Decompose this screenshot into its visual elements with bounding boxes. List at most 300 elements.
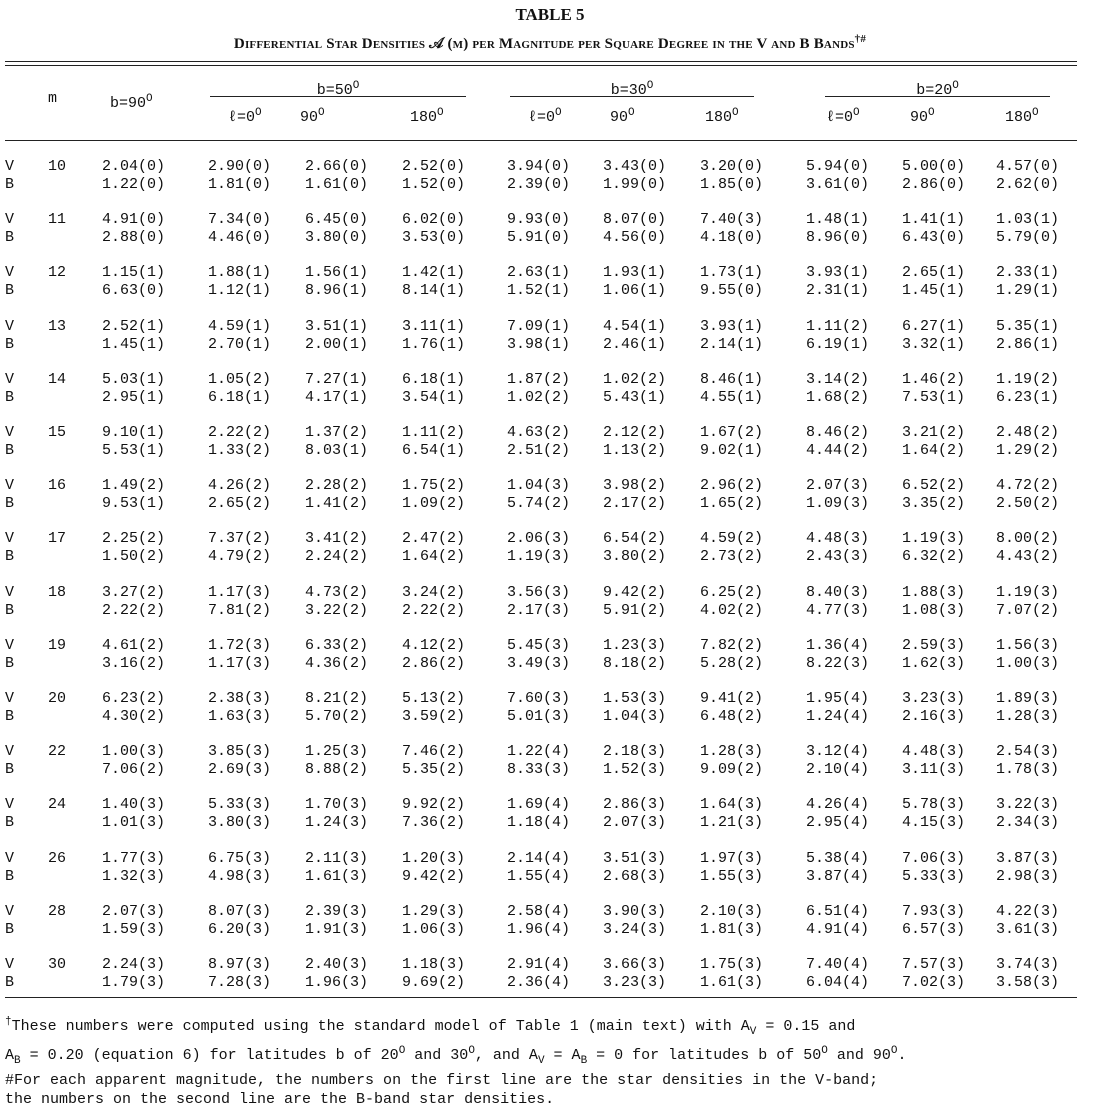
- cell-b: 5.79(0): [996, 229, 1060, 246]
- cell-v: 5.35(1): [996, 318, 1060, 335]
- cell-v: 1.53(3): [603, 690, 667, 707]
- cell-b: 2.39(0): [507, 176, 571, 193]
- footnote-text: = 0.15 and: [756, 1018, 856, 1035]
- header-subcol: $180^O$: [705, 107, 739, 126]
- band-label-b: B: [5, 761, 15, 778]
- header-subcol: $180^O$: [410, 107, 444, 126]
- cell-v: 3.94(0): [507, 158, 571, 175]
- cell-v: 6.51(4): [806, 903, 870, 920]
- cell-v: 1.77(3): [102, 850, 166, 867]
- cell-b: 6.54(1): [402, 442, 466, 459]
- cell-b: 7.53(1): [902, 389, 966, 406]
- cell-v: 3.74(3): [996, 956, 1060, 973]
- header-group-0: $b=50^O$: [316, 80, 360, 99]
- cell-b: 2.86(2): [402, 655, 466, 672]
- cell-v: 3.41(2): [305, 530, 369, 547]
- header-group-2: $b=20^O$: [916, 80, 959, 99]
- cell-v: 4.91(0): [102, 211, 166, 228]
- cell-b: 4.30(2): [102, 708, 166, 725]
- cell-b: 2.43(3): [806, 548, 870, 565]
- cell-b: 2.34(3): [996, 814, 1060, 831]
- cell-v: 2.24(3): [102, 956, 166, 973]
- cell-v: 1.75(3): [700, 956, 764, 973]
- cell-v: 5.03(1): [102, 371, 166, 388]
- cell-b: 1.00(3): [996, 655, 1060, 672]
- cell-b: 5.53(1): [102, 442, 166, 459]
- cell-b: 2.17(2): [603, 495, 667, 512]
- cell-b: 7.81(2): [208, 602, 272, 619]
- cell-b: 8.22(3): [806, 655, 870, 672]
- cell-b: 1.33(2): [208, 442, 272, 459]
- top-rule-1: [5, 61, 1077, 62]
- cell-v: 4.72(2): [996, 477, 1060, 494]
- cell-b: 1.08(3): [902, 602, 966, 619]
- cell-v: 7.34(0): [208, 211, 272, 228]
- cell-b: 8.96(1): [305, 282, 369, 299]
- band-label-b: B: [5, 389, 15, 406]
- cell-b: 2.00(1): [305, 336, 369, 353]
- cell-b: 2.51(2): [507, 442, 571, 459]
- cell-v: 1.19(3): [902, 530, 966, 547]
- cell-v: 2.86(3): [603, 796, 667, 813]
- cell-b: 1.61(3): [305, 868, 369, 885]
- cell-v: 1.36(4): [806, 637, 870, 654]
- row-magnitude: 16: [48, 477, 67, 494]
- cell-b: 8.14(1): [402, 282, 466, 299]
- cell-v: 3.27(2): [102, 584, 166, 601]
- row-magnitude: 13: [48, 318, 67, 335]
- cell-b: 4.77(3): [806, 602, 870, 619]
- row-magnitude: 14: [48, 371, 67, 388]
- cell-v: 2.47(2): [402, 530, 466, 547]
- footnote-text: = 0.20 (equation 6) for latitudes b of 20: [20, 1047, 399, 1064]
- footnote-line: #For each apparent magnitude, the numbers on the first line are the star densities in the V-band;: [5, 1072, 879, 1089]
- header-group-rule: [210, 96, 466, 97]
- cell-b: 1.13(2): [603, 442, 667, 459]
- cell-b: 1.29(2): [996, 442, 1060, 459]
- caption-text: Differential Star Densities 𝒜 (m) per Magnitude per Square Degree in the V and B Bands: [233, 36, 855, 52]
- cell-b: 2.10(4): [806, 761, 870, 778]
- footnote-text: and 30: [405, 1047, 469, 1064]
- cell-b: 3.61(0): [806, 176, 870, 193]
- footnote-hash: [5, 1071, 1090, 1109]
- cell-b: 1.55(3): [700, 868, 764, 885]
- cell-v: 1.00(3): [102, 743, 166, 760]
- header-subcol: $180^O$: [1005, 107, 1039, 126]
- table-caption: [0, 33, 1100, 53]
- cell-v: 1.42(1): [402, 264, 466, 281]
- cell-v: 6.75(3): [208, 850, 272, 867]
- cell-b: 8.88(2): [305, 761, 369, 778]
- band-label-b: B: [5, 495, 15, 512]
- cell-b: 1.91(3): [305, 921, 369, 938]
- cell-v: 3.43(0): [603, 158, 667, 175]
- cell-v: 4.59(2): [700, 530, 764, 547]
- cell-v: 7.60(3): [507, 690, 571, 707]
- cell-b: 2.16(3): [902, 708, 966, 725]
- cell-b: 1.81(3): [700, 921, 764, 938]
- cell-b: 2.07(3): [603, 814, 667, 831]
- cell-v: 1.11(2): [402, 424, 466, 441]
- cell-v: 1.46(2): [902, 371, 966, 388]
- cell-v: 3.51(3): [603, 850, 667, 867]
- caption-footnote-marks: †#: [854, 33, 867, 45]
- cell-v: 4.48(3): [806, 530, 870, 547]
- cell-v: 4.73(2): [305, 584, 369, 601]
- header-m: m: [48, 90, 58, 107]
- row-magnitude: 20: [48, 690, 67, 707]
- cell-v: 1.23(3): [603, 637, 667, 654]
- cell-b: 6.43(0): [902, 229, 966, 246]
- top-rule-2: [5, 65, 1077, 66]
- cell-b: 4.46(0): [208, 229, 272, 246]
- cell-v: 1.64(3): [700, 796, 764, 813]
- cell-v: 9.42(2): [603, 584, 667, 601]
- cell-v: 3.98(2): [603, 477, 667, 494]
- cell-v: 1.22(4): [507, 743, 571, 760]
- footnote-line: the numbers on the second line are the B-band star densities.: [5, 1091, 555, 1108]
- cell-v: 4.54(1): [603, 318, 667, 335]
- cell-b: 1.09(2): [402, 495, 466, 512]
- band-label-v: V: [5, 850, 15, 867]
- cell-v: 3.51(1): [305, 318, 369, 335]
- band-label-b: B: [5, 921, 15, 938]
- band-label-b: B: [5, 336, 15, 353]
- cell-v: 3.93(1): [700, 318, 764, 335]
- band-label-v: V: [5, 477, 15, 494]
- cell-v: 1.29(3): [402, 903, 466, 920]
- cell-v: 2.11(3): [305, 850, 369, 867]
- cell-v: 3.23(3): [902, 690, 966, 707]
- cell-b: 8.96(0): [806, 229, 870, 246]
- band-label-b: B: [5, 282, 15, 299]
- cell-v: 3.22(3): [996, 796, 1060, 813]
- cell-b: 2.70(1): [208, 336, 272, 353]
- row-magnitude: 24: [48, 796, 67, 813]
- cell-v: 7.82(2): [700, 637, 764, 654]
- cell-v: 8.07(0): [603, 211, 667, 228]
- cell-b: 1.61(0): [305, 176, 369, 193]
- cell-b: 4.44(2): [806, 442, 870, 459]
- cell-b: 1.62(3): [902, 655, 966, 672]
- header-subcol: $90^O$: [910, 107, 935, 126]
- cell-v: 2.48(2): [996, 424, 1060, 441]
- cell-b: 1.61(3): [700, 974, 764, 991]
- cell-b: 3.58(3): [996, 974, 1060, 991]
- row-magnitude: 28: [48, 903, 67, 920]
- cell-b: 1.02(2): [507, 389, 571, 406]
- cell-b: 4.36(2): [305, 655, 369, 672]
- cell-v: 1.37(2): [305, 424, 369, 441]
- cell-b: 1.32(3): [102, 868, 166, 885]
- cell-b: 1.64(2): [902, 442, 966, 459]
- cell-v: 2.39(3): [305, 903, 369, 920]
- cell-v: 5.38(4): [806, 850, 870, 867]
- cell-v: 2.07(3): [806, 477, 870, 494]
- cell-v: 5.45(3): [507, 637, 571, 654]
- cell-v: 1.03(1): [996, 211, 1060, 228]
- cell-b: 9.42(2): [402, 868, 466, 885]
- cell-v: 1.69(4): [507, 796, 571, 813]
- cell-v: 1.04(3): [507, 477, 571, 494]
- cell-v: 1.02(2): [603, 371, 667, 388]
- header-b90: $b=90^O$: [110, 93, 153, 112]
- cell-v: 2.90(0): [208, 158, 272, 175]
- cell-b: 6.32(2): [902, 548, 966, 565]
- cell-b: 7.28(3): [208, 974, 272, 991]
- cell-b: 1.52(1): [507, 282, 571, 299]
- cell-b: 2.88(0): [102, 229, 166, 246]
- cell-b: 3.24(3): [603, 921, 667, 938]
- footnote-sub: B: [14, 1055, 21, 1067]
- cell-b: 8.03(1): [305, 442, 369, 459]
- cell-b: 5.70(2): [305, 708, 369, 725]
- cell-v: 2.22(2): [208, 424, 272, 441]
- band-label-b: B: [5, 176, 15, 193]
- cell-v: 6.25(2): [700, 584, 764, 601]
- band-label-b: B: [5, 229, 15, 246]
- cell-b: 1.28(3): [996, 708, 1060, 725]
- cell-b: 1.19(3): [507, 548, 571, 565]
- cell-b: 4.91(4): [806, 921, 870, 938]
- cell-b: 3.11(3): [902, 761, 966, 778]
- header-group-rule: [825, 96, 1050, 97]
- cell-v: 2.63(1): [507, 264, 571, 281]
- header-subcol: $\ell=0^O$: [826, 107, 860, 126]
- cell-b: 1.41(2): [305, 495, 369, 512]
- cell-b: 1.63(3): [208, 708, 272, 725]
- band-label-v: V: [5, 903, 15, 920]
- cell-v: 8.46(1): [700, 371, 764, 388]
- row-magnitude: 22: [48, 743, 67, 760]
- cell-b: 4.98(3): [208, 868, 272, 885]
- cell-b: 1.45(1): [102, 336, 166, 353]
- row-magnitude: 12: [48, 264, 67, 281]
- band-label-v: V: [5, 211, 15, 228]
- cell-v: 3.56(3): [507, 584, 571, 601]
- degree-mark: O: [821, 1045, 828, 1057]
- header-subcol: $\ell=0^O$: [228, 107, 262, 126]
- cell-b: 4.43(2): [996, 548, 1060, 565]
- cell-b: 3.22(2): [305, 602, 369, 619]
- cell-b: 2.68(3): [603, 868, 667, 885]
- cell-v: 1.88(1): [208, 264, 272, 281]
- cell-b: 1.50(2): [102, 548, 166, 565]
- cell-b: 3.16(2): [102, 655, 166, 672]
- cell-v: 3.20(0): [700, 158, 764, 175]
- cell-v: 7.37(2): [208, 530, 272, 547]
- cell-v: 1.19(3): [996, 584, 1060, 601]
- cell-b: 6.04(4): [806, 974, 870, 991]
- cell-v: 4.22(3): [996, 903, 1060, 920]
- cell-v: 1.40(3): [102, 796, 166, 813]
- cell-v: 1.88(3): [902, 584, 966, 601]
- cell-v: 3.85(3): [208, 743, 272, 760]
- cell-v: 5.78(3): [902, 796, 966, 813]
- footnote-text: and 90: [827, 1047, 891, 1064]
- cell-b: 1.45(1): [902, 282, 966, 299]
- cell-v: 7.09(1): [507, 318, 571, 335]
- cell-v: 2.07(3): [102, 903, 166, 920]
- footnote-text: , and A: [474, 1047, 538, 1064]
- cell-b: 3.80(3): [208, 814, 272, 831]
- cell-v: 9.41(2): [700, 690, 764, 707]
- band-label-v: V: [5, 264, 15, 281]
- cell-b: 2.86(0): [902, 176, 966, 193]
- band-label-b: B: [5, 868, 15, 885]
- cell-b: 3.54(1): [402, 389, 466, 406]
- cell-v: 2.10(3): [700, 903, 764, 920]
- cell-b: 7.07(2): [996, 602, 1060, 619]
- cell-v: 8.21(2): [305, 690, 369, 707]
- cell-v: 2.28(2): [305, 477, 369, 494]
- cell-b: 5.28(2): [700, 655, 764, 672]
- header-subcol: $90^O$: [610, 107, 635, 126]
- band-label-v: V: [5, 690, 15, 707]
- cell-v: 8.97(3): [208, 956, 272, 973]
- band-label-v: V: [5, 158, 15, 175]
- cell-b: 1.17(3): [208, 655, 272, 672]
- cell-b: 4.15(3): [902, 814, 966, 831]
- footnote-text: .: [897, 1047, 907, 1064]
- cell-b: 3.23(3): [603, 974, 667, 991]
- cell-v: 3.21(2): [902, 424, 966, 441]
- cell-b: 3.49(3): [507, 655, 571, 672]
- cell-b: 1.24(4): [806, 708, 870, 725]
- cell-v: 1.48(1): [806, 211, 870, 228]
- cell-b: 1.52(3): [603, 761, 667, 778]
- cell-b: 9.09(2): [700, 761, 764, 778]
- row-magnitude: 11: [48, 211, 67, 228]
- cell-b: 7.36(2): [402, 814, 466, 831]
- cell-v: 2.59(3): [902, 637, 966, 654]
- cell-b: 6.23(1): [996, 389, 1060, 406]
- band-label-b: B: [5, 708, 15, 725]
- cell-v: 2.12(2): [603, 424, 667, 441]
- cell-v: 1.25(3): [305, 743, 369, 760]
- band-label-b: B: [5, 974, 15, 991]
- cell-b: 2.50(2): [996, 495, 1060, 512]
- cell-v: 9.10(1): [102, 424, 166, 441]
- header-group-1: $b=30^O$: [610, 80, 654, 99]
- cell-v: 1.93(1): [603, 264, 667, 281]
- cell-b: 9.02(1): [700, 442, 764, 459]
- cell-b: 4.56(0): [603, 229, 667, 246]
- footnote-text: A: [5, 1047, 15, 1064]
- header-group-rule: [510, 96, 754, 97]
- band-label-v: V: [5, 956, 15, 973]
- cell-v: 1.87(2): [507, 371, 571, 388]
- degree-mark: O: [398, 1045, 406, 1057]
- cell-b: 1.55(4): [507, 868, 571, 885]
- cell-v: 8.40(3): [806, 584, 870, 601]
- cell-b: 2.22(2): [102, 602, 166, 619]
- cell-v: 6.27(1): [902, 318, 966, 335]
- cell-v: 5.33(3): [208, 796, 272, 813]
- cell-b: 1.64(2): [402, 548, 466, 565]
- band-label-v: V: [5, 796, 15, 813]
- footnote-dagger: [5, 1013, 1090, 1071]
- cell-v: 9.93(0): [507, 211, 571, 228]
- cell-b: 3.32(1): [902, 336, 966, 353]
- cell-b: 5.91(0): [507, 229, 571, 246]
- cell-v: 2.58(4): [507, 903, 571, 920]
- cell-v: 3.93(1): [806, 264, 870, 281]
- cell-v: 2.96(2): [700, 477, 764, 494]
- cell-b: 7.06(2): [102, 761, 166, 778]
- header-rule: [5, 140, 1077, 141]
- cell-v: 1.05(2): [208, 371, 272, 388]
- cell-v: 1.95(4): [806, 690, 870, 707]
- cell-v: 5.00(0): [902, 158, 966, 175]
- cell-v: 8.00(2): [996, 530, 1060, 547]
- cell-b: 1.18(4): [507, 814, 571, 831]
- cell-v: 2.40(3): [305, 956, 369, 973]
- cell-v: 1.41(1): [902, 211, 966, 228]
- cell-v: 1.56(1): [305, 264, 369, 281]
- cell-b: 4.17(1): [305, 389, 369, 406]
- footnote-text: These numbers were computed using the standard model of Table 1 (main text) with A: [11, 1018, 750, 1035]
- cell-v: 6.45(0): [305, 211, 369, 228]
- cell-v: 6.18(1): [402, 371, 466, 388]
- row-magnitude: 10: [48, 158, 67, 175]
- cell-v: 7.93(3): [902, 903, 966, 920]
- cell-v: 1.20(3): [402, 850, 466, 867]
- cell-b: 6.48(2): [700, 708, 764, 725]
- cell-b: 3.61(3): [996, 921, 1060, 938]
- cell-v: 1.72(3): [208, 637, 272, 654]
- band-label-v: V: [5, 424, 15, 441]
- band-label-v: V: [5, 371, 15, 388]
- cell-b: 1.76(1): [402, 336, 466, 353]
- footnote-text: = 0 for latitudes b of 50: [587, 1047, 822, 1064]
- cell-b: 9.69(2): [402, 974, 466, 991]
- cell-b: 4.02(2): [700, 602, 764, 619]
- cell-v: 1.11(2): [806, 318, 870, 335]
- cell-v: 6.33(2): [305, 637, 369, 654]
- cell-b: 8.33(3): [507, 761, 571, 778]
- cell-v: 8.07(3): [208, 903, 272, 920]
- cell-b: 6.57(3): [902, 921, 966, 938]
- band-label-b: B: [5, 602, 15, 619]
- cell-v: 2.14(4): [507, 850, 571, 867]
- cell-v: 8.46(2): [806, 424, 870, 441]
- cell-b: 2.69(3): [208, 761, 272, 778]
- cell-v: 4.48(3): [902, 743, 966, 760]
- cell-v: 5.13(2): [402, 690, 466, 707]
- cell-v: 1.89(3): [996, 690, 1060, 707]
- band-label-v: V: [5, 530, 15, 547]
- cell-b: 6.63(0): [102, 282, 166, 299]
- cell-b: 2.95(4): [806, 814, 870, 831]
- cell-b: 2.24(2): [305, 548, 369, 565]
- cell-v: 1.73(1): [700, 264, 764, 281]
- cell-v: 3.14(2): [806, 371, 870, 388]
- cell-b: 2.22(2): [402, 602, 466, 619]
- cell-b: 3.80(0): [305, 229, 369, 246]
- footnote-sub: V: [537, 1055, 545, 1067]
- cell-b: 3.53(0): [402, 229, 466, 246]
- cell-b: 1.78(3): [996, 761, 1060, 778]
- cell-v: 7.40(3): [700, 211, 764, 228]
- cell-v: 2.33(1): [996, 264, 1060, 281]
- cell-b: 1.06(3): [402, 921, 466, 938]
- band-label-v: V: [5, 318, 15, 335]
- row-magnitude: 19: [48, 637, 67, 654]
- cell-v: 2.38(3): [208, 690, 272, 707]
- cell-v: 2.52(1): [102, 318, 166, 335]
- cell-b: 1.79(3): [102, 974, 166, 991]
